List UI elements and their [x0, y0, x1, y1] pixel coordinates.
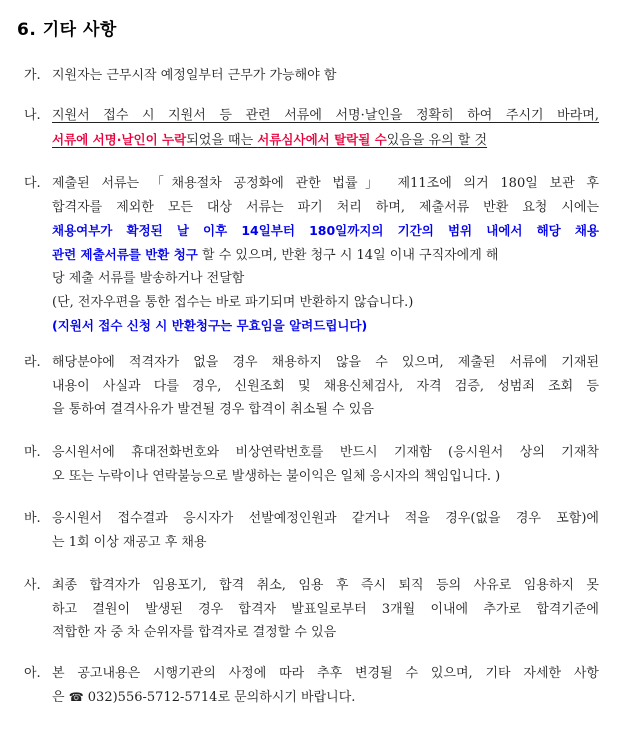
section-title: 6. 기타 사항 [17, 20, 117, 40]
item-text: 있음을 유의 할 것 [386, 132, 488, 148]
item-marker: 아. [24, 666, 41, 681]
emphasis-blue: 관련 제출서류를 반환 청구 [52, 246, 198, 262]
item-ba [24, 507, 599, 554]
item-line: 오 또는 누락이나 연락불능으로 발생하는 불이익은 일체 응시자의 책임입니다. ) [52, 468, 501, 484]
item-text: 되었을 때는 [186, 132, 258, 148]
item-line: 응시원서 접수결과 응시자가 선발예정인원과 같거나 적을 경우(없을 경우 포함)에 [52, 511, 599, 526]
item-line [52, 128, 599, 153]
item-a [24, 662, 599, 709]
emphasis-red: 서류심사에서 탈락될 수 [257, 131, 387, 147]
item-line: 당 제출 서류를 발송하거나 전달함 [52, 271, 245, 286]
item-marker: 다. [24, 176, 41, 191]
item-text: 지원자는 근무시작 예정일부터 근무가 가능해야 함 [52, 68, 337, 83]
item-marker: 가. [24, 68, 41, 83]
item-sa [24, 574, 599, 645]
item-ga [24, 64, 599, 88]
item-ma [24, 441, 599, 488]
item-ra [24, 351, 599, 422]
item-line: 지원서 접수 시 지원서 등 관련 서류에 서명·날인을 정확히 하여 주시기 바라며, [52, 108, 599, 123]
item-line: 해당분야에 적격자가 없을 경우 채용하지 않을 수 있으며, 제출된 서류에 기재된 [52, 355, 599, 370]
item-marker: 마. [24, 445, 41, 460]
item-da [24, 172, 599, 338]
item-marker: 라. [24, 355, 41, 370]
item-line [52, 686, 599, 710]
item-marker: 바. [24, 511, 41, 526]
item-na [24, 104, 599, 152]
item-line: 하고 결원이 발생된 경우 합격자 발표일로부터 3개월 이내에 추가로 합격기준에 [52, 601, 599, 617]
item-marker: 사. [24, 578, 41, 593]
emphasis-blue: (지원서 접수 신청 시 반환청구는 무효임을 알려드립니다) [52, 318, 368, 333]
item-line: 최종 합격자가 임용포기, 합격 취소, 임용 후 즉시 퇴직 등의 사유로 임용하지 못 [52, 578, 599, 593]
item-line: 을 통하여 결격사유가 발견될 경우 합격이 취소될 수 있음 [52, 402, 374, 417]
item-text: 032)556-5712-5714로 문의하시기 바랍니다. [83, 689, 356, 705]
item-line [52, 243, 599, 268]
item-text: 할 수 있으며, 반환 청구 시 14일 이내 구직자에게 해 [197, 247, 499, 263]
item-line: 제출된 서류는 「채용절차 공정화에 관한 법률」 제11조에 의거 180일 보관 후 [52, 176, 599, 191]
item-marker: 나. [24, 108, 41, 123]
item-line: 합격자를 제외한 모든 대상 서류는 파기 처리 하며, 제출서류 반환 요청 시에는 [52, 199, 599, 215]
phone-icon: ☎ [68, 689, 84, 704]
item-line: (단, 전자우편을 통한 접수는 바로 파기되며 반환하지 않습니다.) [52, 294, 414, 310]
item-line: 응시원서에 휴대전화번호와 비상연락번호를 반드시 기재함 (응시원서 상의 기재착 [52, 445, 599, 460]
item-line: 본 공고내용은 시행기관의 사정에 따라 추후 변경될 수 있으며, 기타 자세한 사항 [52, 666, 599, 681]
item-line: 는 1회 이상 재공고 후 채용 [52, 534, 207, 550]
item-line: 적합한 자 중 차 순위자를 합격자로 결정할 수 있음 [52, 625, 337, 640]
item-line: 내용이 사실과 다를 경우, 신원조회 및 채용신체검사, 자격 검증, 성범죄 조회 등 [52, 378, 599, 394]
emphasis-red: 서류에 서명·날인이 누락 [52, 131, 187, 147]
emphasis-blue: 채용여부가 확정된 날 이후 14일부터 180일까지의 기간의 범위 내에서 해당 채용 [52, 223, 599, 238]
item-text: 은 [52, 689, 69, 705]
